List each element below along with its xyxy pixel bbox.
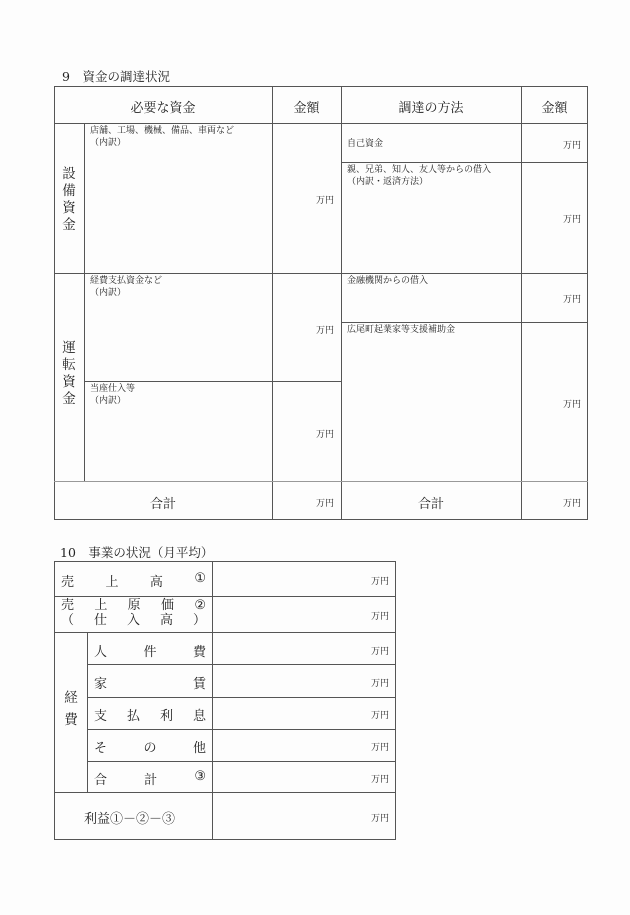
total-methods-amount[interactable]: 万円	[562, 499, 581, 509]
equipment-item[interactable]: 店舗、工場、機械、備品、車両など （内訳）	[90, 126, 235, 148]
method-own-funds: 自己資金	[347, 139, 384, 149]
working-item-expenses[interactable]: 経費支払資金など （内訳）	[90, 276, 163, 298]
header-method: 調達の方法	[398, 101, 464, 116]
header-amount-2: 金額	[541, 101, 568, 116]
expense-rent-amount[interactable]: 万円	[370, 679, 389, 689]
expense-rent-label: 家 賃	[94, 677, 206, 692]
profit-amount[interactable]: 万円	[370, 814, 389, 824]
method-own-funds-amount[interactable]: 万円	[562, 141, 581, 151]
funding-table	[54, 86, 588, 520]
working-item-purchases[interactable]: 当座仕入等 （内訳）	[90, 384, 136, 406]
expense-total-amount[interactable]: 万円	[370, 775, 389, 785]
method-subsidy-amount[interactable]: 万円	[562, 400, 581, 410]
section10-title: 10 事業の状況（月平均）	[60, 545, 214, 560]
total-methods-label: 合計	[417, 497, 444, 512]
total-needs-label: 合計	[149, 497, 176, 512]
expenses-group-label: 経 費	[64, 690, 78, 728]
sales-label: 売 上 高 ①	[61, 571, 206, 590]
cost-label: 売 上 原 価 ② （ 仕 入 高 ）	[61, 598, 206, 628]
expense-personnel-label: 人 件 費	[94, 645, 206, 660]
method-family-loan[interactable]: 親、兄弟、知人、友人等からの借入 （内訳・返済方法）	[347, 165, 492, 187]
equipment-amount[interactable]: 万円	[315, 196, 334, 206]
expense-interest-amount[interactable]: 万円	[370, 711, 389, 721]
expense-other-amount[interactable]: 万円	[370, 743, 389, 753]
profit-label: 利益①－②－③	[84, 812, 176, 827]
expense-other-label: そ の 他	[94, 741, 206, 756]
method-bank-loan-amount[interactable]: 万円	[562, 295, 581, 305]
expense-personnel-amount[interactable]: 万円	[370, 647, 389, 657]
working-expenses-amount[interactable]: 万円	[315, 326, 334, 336]
method-subsidy: 広尾町起業家等支援補助金	[347, 325, 456, 335]
sales-amount[interactable]: 万円	[370, 577, 389, 587]
section9-title: 9 資金の調達状況	[62, 69, 170, 84]
equipment-group-label: 設 備 資 金	[62, 166, 76, 233]
header-amount: 金額	[293, 101, 320, 116]
working-group-label: 運 転 資 金	[62, 340, 76, 407]
working-purchases-amount[interactable]: 万円	[315, 430, 334, 440]
method-bank-loan: 金融機関からの借入	[347, 276, 429, 286]
header-needs: 必要な資金	[130, 101, 196, 116]
cost-amount[interactable]: 万円	[370, 612, 389, 622]
expense-total-label: 合 計 ③	[94, 769, 206, 788]
expense-interest-label: 支 払 利 息	[94, 709, 206, 724]
total-needs-amount[interactable]: 万円	[315, 499, 334, 509]
method-family-loan-amount[interactable]: 万円	[562, 215, 581, 225]
